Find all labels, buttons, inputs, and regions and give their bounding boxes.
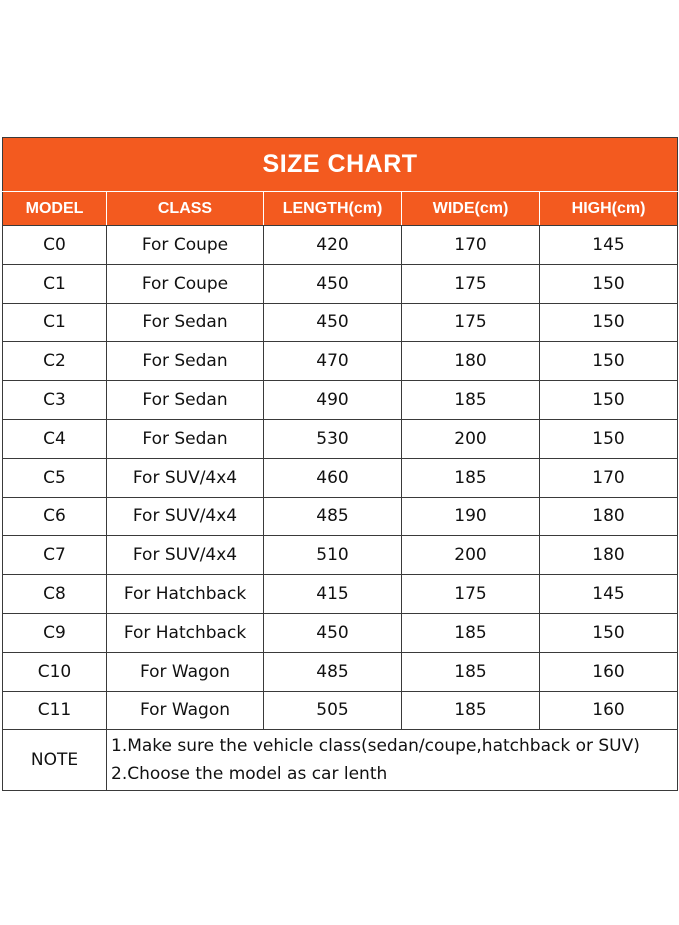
- note-content: [107, 730, 678, 791]
- cell-length: 450: [264, 264, 402, 303]
- table-row: [3, 613, 678, 652]
- cell-high: 145: [540, 575, 678, 614]
- cell-wide: 175: [402, 264, 540, 303]
- cell-high: 160: [540, 652, 678, 691]
- cell-high: 150: [540, 303, 678, 342]
- cell-model: C4: [3, 419, 107, 458]
- note-row: [3, 730, 678, 791]
- cell-class: For SUV/4x4: [107, 497, 264, 536]
- column-header-wide: WIDE(cm): [402, 192, 540, 226]
- table-row: [3, 419, 678, 458]
- column-header-high: HIGH(cm): [540, 192, 678, 226]
- column-header-length: LENGTH(cm): [264, 192, 402, 226]
- cell-length: 460: [264, 458, 402, 497]
- cell-model: C3: [3, 381, 107, 420]
- cell-model: C2: [3, 342, 107, 381]
- cell-high: 150: [540, 342, 678, 381]
- cell-class: For Wagon: [107, 652, 264, 691]
- cell-wide: 175: [402, 575, 540, 614]
- cell-class: For Sedan: [107, 419, 264, 458]
- cell-model: C5: [3, 458, 107, 497]
- cell-model: C10: [3, 652, 107, 691]
- cell-length: 485: [264, 497, 402, 536]
- cell-wide: 200: [402, 419, 540, 458]
- cell-high: 150: [540, 613, 678, 652]
- table-body: [3, 226, 678, 730]
- cell-length: 420: [264, 226, 402, 265]
- cell-class: For SUV/4x4: [107, 458, 264, 497]
- cell-model: C6: [3, 497, 107, 536]
- cell-class: For SUV/4x4: [107, 536, 264, 575]
- cell-wide: 185: [402, 613, 540, 652]
- cell-wide: 200: [402, 536, 540, 575]
- cell-model: C11: [3, 691, 107, 730]
- cell-class: For Sedan: [107, 381, 264, 420]
- note-label: NOTE: [3, 730, 107, 791]
- cell-class: For Wagon: [107, 691, 264, 730]
- cell-class: For Sedan: [107, 303, 264, 342]
- cell-wide: 190: [402, 497, 540, 536]
- cell-class: For Hatchback: [107, 613, 264, 652]
- cell-wide: 180: [402, 342, 540, 381]
- cell-high: 150: [540, 419, 678, 458]
- cell-wide: 175: [402, 303, 540, 342]
- header-row: [3, 192, 678, 226]
- cell-length: 450: [264, 303, 402, 342]
- cell-high: 150: [540, 264, 678, 303]
- table-row: [3, 497, 678, 536]
- cell-wide: 185: [402, 381, 540, 420]
- table-row: [3, 303, 678, 342]
- cell-model: C9: [3, 613, 107, 652]
- cell-class: For Coupe: [107, 264, 264, 303]
- cell-wide: 185: [402, 652, 540, 691]
- cell-length: 490: [264, 381, 402, 420]
- cell-length: 415: [264, 575, 402, 614]
- cell-length: 470: [264, 342, 402, 381]
- cell-high: 150: [540, 381, 678, 420]
- cell-class: For Sedan: [107, 342, 264, 381]
- cell-model: C1: [3, 264, 107, 303]
- cell-model: C7: [3, 536, 107, 575]
- note-line-2: 2.Choose the model as car lenth: [111, 764, 388, 785]
- cell-length: 510: [264, 536, 402, 575]
- table-row: [3, 381, 678, 420]
- note-line-1: 1.Make sure the vehicle class(sedan/coupe,hatchback or SUV): [111, 736, 640, 757]
- cell-length: 450: [264, 613, 402, 652]
- title-row: [3, 138, 678, 192]
- column-header-class: CLASS: [107, 192, 264, 226]
- cell-length: 530: [264, 419, 402, 458]
- cell-class: For Coupe: [107, 226, 264, 265]
- cell-high: 160: [540, 691, 678, 730]
- table-row: [3, 458, 678, 497]
- cell-high: 180: [540, 497, 678, 536]
- cell-high: 180: [540, 536, 678, 575]
- cell-model: C0: [3, 226, 107, 265]
- cell-class: For Hatchback: [107, 575, 264, 614]
- table-row: [3, 342, 678, 381]
- cell-high: 170: [540, 458, 678, 497]
- chart-title: SIZE CHART: [3, 138, 678, 192]
- table-row: [3, 264, 678, 303]
- cell-wide: 170: [402, 226, 540, 265]
- table-row: [3, 536, 678, 575]
- cell-wide: 185: [402, 458, 540, 497]
- cell-high: 145: [540, 226, 678, 265]
- table-row: [3, 691, 678, 730]
- table-row: [3, 226, 678, 265]
- table-row: [3, 652, 678, 691]
- column-header-model: MODEL: [3, 192, 107, 226]
- table-row: [3, 575, 678, 614]
- cell-length: 485: [264, 652, 402, 691]
- cell-length: 505: [264, 691, 402, 730]
- cell-model: C8: [3, 575, 107, 614]
- cell-model: C1: [3, 303, 107, 342]
- size-chart-table: [2, 137, 678, 791]
- cell-wide: 185: [402, 691, 540, 730]
